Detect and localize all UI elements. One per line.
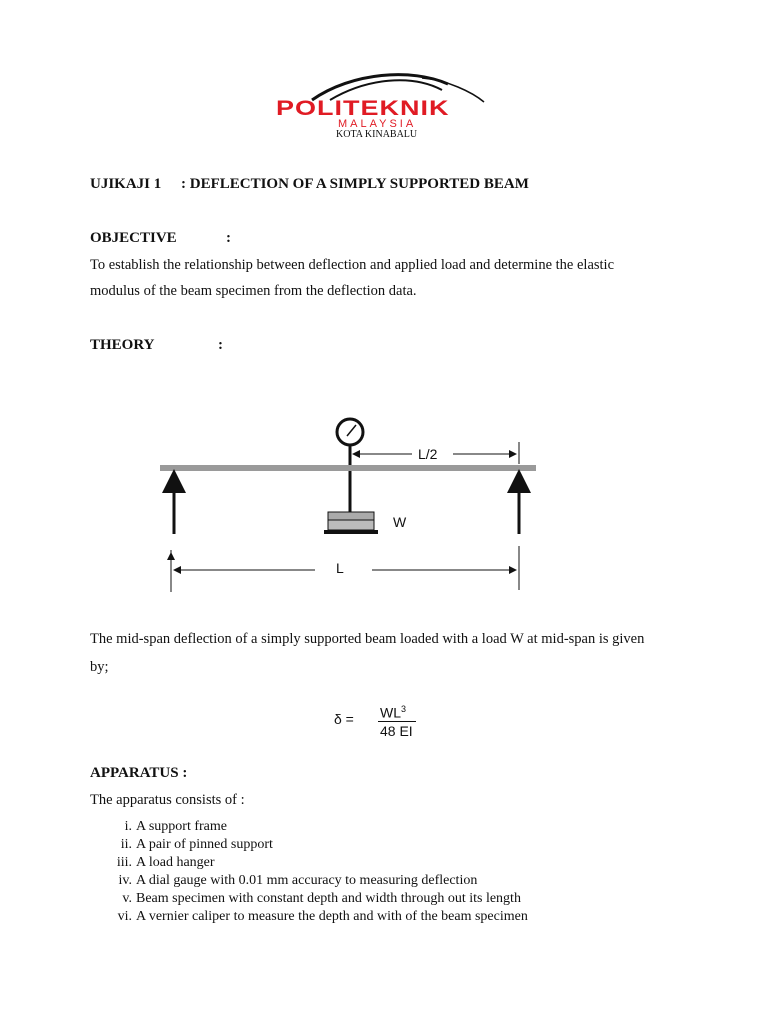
beam-bar <box>160 465 536 471</box>
formula-denominator: 48 EI <box>380 723 413 739</box>
logo-wordmark: POLITEKNIK <box>276 96 450 120</box>
list-item-text: A pair of pinned support <box>136 837 273 852</box>
load-weight-bottom <box>328 520 374 530</box>
politeknik-logo <box>272 66 496 146</box>
theory-colon: : <box>218 337 223 353</box>
formula-exponent: 3 <box>401 704 407 714</box>
apparatus-list <box>90 818 528 926</box>
theory-line-2: by; <box>90 659 109 675</box>
list-item <box>90 872 528 890</box>
experiment-label: UJIKAJI 1 <box>90 176 162 192</box>
logo-city: KOTA KINABALU <box>336 129 418 140</box>
list-item-number: ii. <box>120 837 132 852</box>
half-span-label: L/2 <box>418 446 438 462</box>
theory-heading: THEORY <box>90 337 155 353</box>
list-item-text: Beam specimen with constant depth and width through out its length <box>136 891 521 906</box>
experiment-title: : DEFLECTION OF A SIMPLY SUPPORTED BEAM <box>181 176 529 192</box>
objective-line-2: modulus of the beam specimen from the deflection data. <box>90 283 417 299</box>
list-item-text: A load hanger <box>136 855 215 870</box>
beam-diagram <box>150 410 550 610</box>
list-item <box>90 908 528 926</box>
objective-colon: : <box>226 230 231 246</box>
list-item-number: iv. <box>118 873 132 888</box>
apparatus-intro: The apparatus consists of : <box>90 792 245 808</box>
list-item-number: iii. <box>116 855 132 870</box>
list-item-number: v. <box>122 891 132 906</box>
objective-heading: OBJECTIVE <box>90 230 177 246</box>
list-item <box>90 836 528 854</box>
apparatus-heading: APPARATUS : <box>90 765 188 781</box>
load-hanger-plate <box>324 530 378 534</box>
list-item-text: A support frame <box>136 819 227 834</box>
formula-lhs: δ = <box>334 711 354 727</box>
list-item-text: A dial gauge with 0.01 mm accuracy to measuring deflection <box>136 873 478 888</box>
beam-diagram-svg <box>150 410 550 610</box>
objective-line-1: To establish the relationship between deflection and applied load and determine the elastic <box>90 257 615 273</box>
formula-numerator <box>380 704 406 721</box>
load-label: W <box>393 514 407 530</box>
list-item-text: A vernier caliper to measure the depth and with of the beam specimen <box>136 909 528 924</box>
formula-fraction-bar <box>378 721 416 722</box>
list-item-number: i. <box>124 819 132 834</box>
list-item <box>90 890 528 908</box>
list-item-number: vi. <box>117 909 132 924</box>
span-label: L <box>336 560 344 576</box>
list-item <box>90 818 528 836</box>
list-item <box>90 854 528 872</box>
load-weight-top <box>328 512 374 520</box>
formula-numerator-base: WL <box>380 704 401 721</box>
theory-line-1: The mid-span deflection of a simply supported beam loaded with a load W at mid-span is given <box>90 631 645 647</box>
logo-subtitle: MALAYSIA <box>338 118 417 130</box>
